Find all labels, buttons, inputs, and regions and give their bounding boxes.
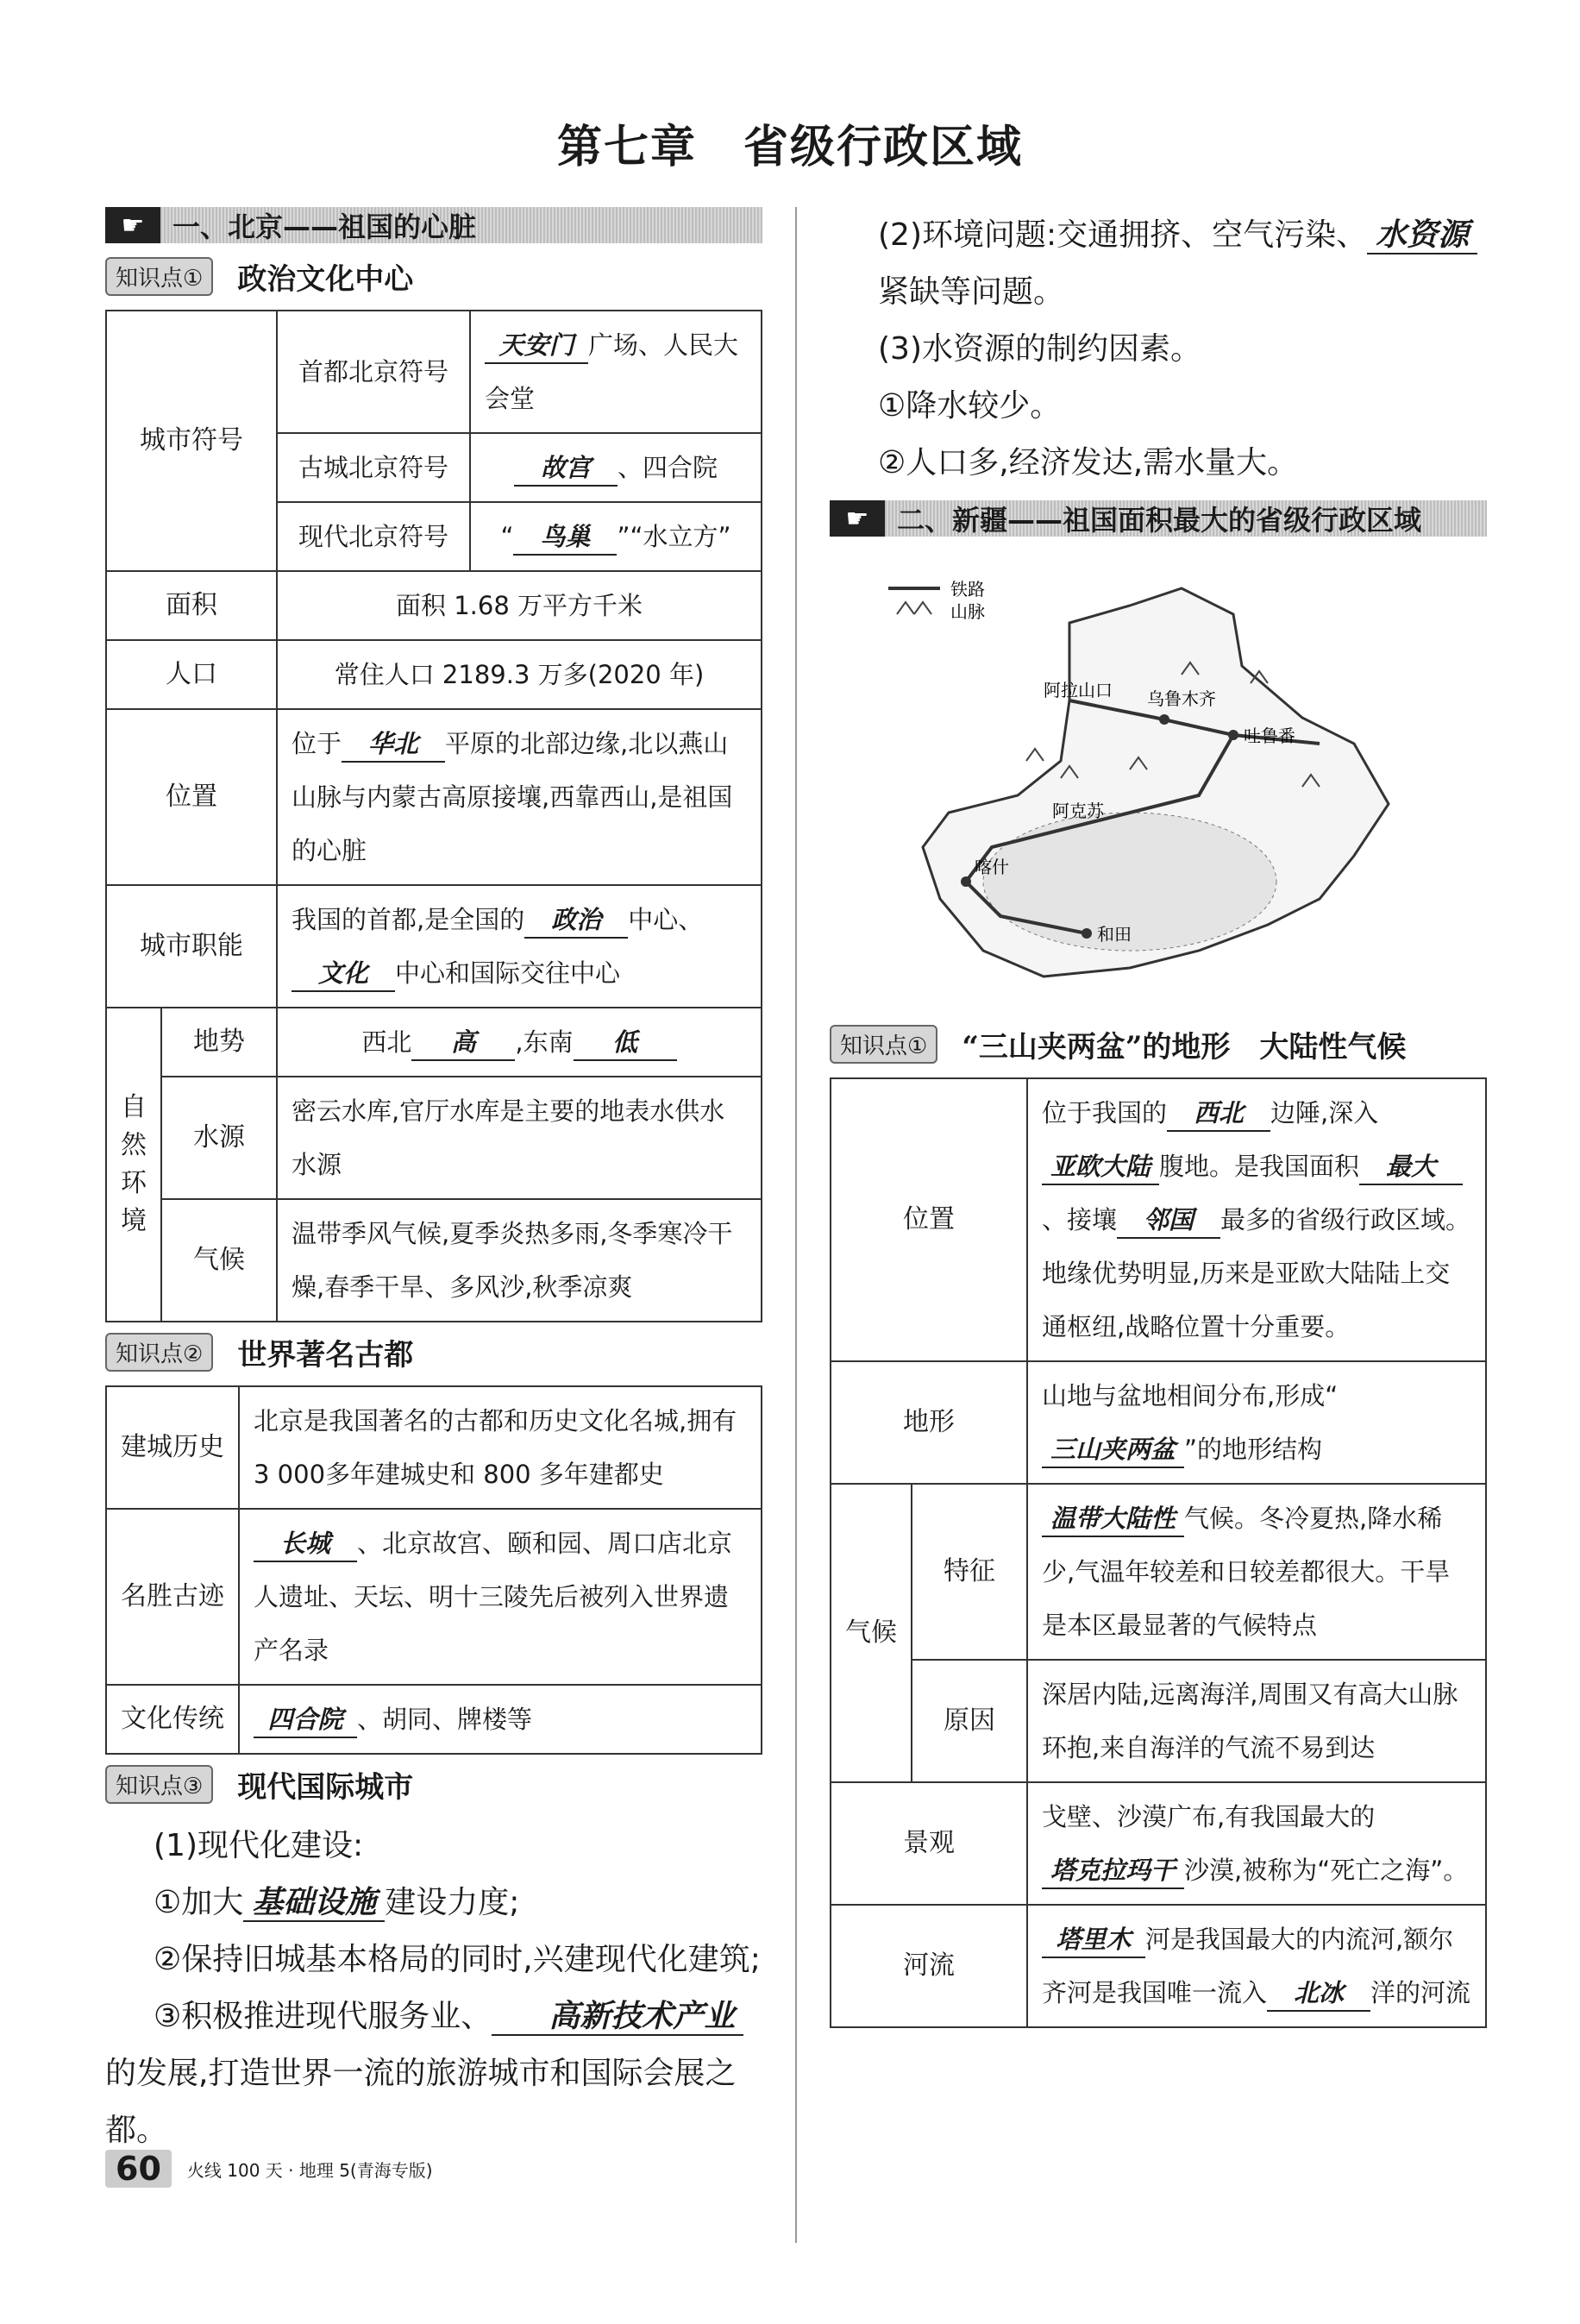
text: 山地与盆地相间分布,形成“ [1042,1381,1339,1410]
answer: 西北 [1167,1096,1270,1132]
answer: 故宫 [514,450,618,487]
row-header: 气候 [831,1484,912,1782]
cell [470,433,762,502]
pointing-hand-icon: ☛ [105,207,160,243]
answer: 高 [411,1025,515,1061]
section-header-xinjiang [830,500,1487,537]
cell [239,1509,762,1685]
answer: 长城 [254,1526,357,1562]
paragraph: ①降水较少。 [878,388,1062,424]
cell [277,885,762,1008]
legend-mountain-icon [897,602,931,614]
text: 西北 [361,1027,412,1057]
row-header: 气候 [161,1199,277,1322]
answer: 鸟巢 [513,519,617,556]
cell [470,311,762,433]
row-header: 地形 [831,1361,1027,1484]
text: 中心和国际交往中心 [395,958,621,988]
row-header: 原因 [912,1660,1027,1782]
kp-badge: 知识点① [105,257,213,296]
answer: 塔克拉玛干 [1042,1853,1184,1889]
text: 洋的河流 [1370,1978,1471,2007]
text: 建设力度; [385,1885,520,1920]
cell: 常住人口 2189.3 万多(2020 年) [277,640,762,709]
text: 气候。冬冷夏热,降水稀少,气温年较差和日较差都很大。干旱是本区最显著的气候特点 [1042,1504,1451,1640]
answer: 四合院 [254,1702,357,1738]
text: ,东南 [515,1027,574,1057]
answer: 邻国 [1117,1203,1220,1239]
section-header-beijing [105,207,762,243]
row-header: 水源 [161,1077,277,1199]
city-label: 和田 [1097,924,1132,945]
row-header: 河流 [831,1905,1027,2027]
row-header: 地势 [161,1008,277,1077]
page-number: 60 [105,2150,172,2188]
text: ①加大 [154,1885,244,1920]
kp-title: 世界著名古都 [237,1338,414,1372]
text: 我国的首都,是全国的 [292,905,525,934]
answer: 三山夹两盆 [1042,1432,1184,1468]
paragraph [830,207,1487,321]
cell [277,709,762,885]
row-header: 特征 [912,1484,1027,1660]
text: 的发展,打造世界一流的旅游城市和国际会展之都。 [105,2056,737,2148]
cell [1027,1484,1486,1660]
cell: 首都北京符号 [277,311,470,433]
row-header: 位置 [831,1078,1027,1361]
text: 紧缺等问题。 [878,274,1065,310]
cell [239,1685,762,1754]
knowledge-point-2 [105,1331,762,1373]
knowledge-point-1 [105,255,762,298]
answer: 亚欧大陆 [1042,1149,1159,1185]
paragraph: (1)现代化建设: [154,1828,364,1863]
row-header: 面积 [106,571,277,640]
xinjiang-map [871,571,1475,994]
cell: 北京是我国著名的古都和历史文化名城,拥有3 000多年建城史和 800 多年建都史 [239,1386,762,1509]
pointing-hand-icon: ☛ [830,500,885,537]
text: 广场、人民大会堂 [485,330,739,413]
kp-title: “三山夹两盆”的地形 大陆性气候 [962,1030,1407,1065]
answer: 最大 [1359,1149,1463,1185]
right-column [830,207,1487,2028]
answer: 天安门 [485,328,588,364]
row-header: 文化传统 [106,1685,239,1754]
city-label: 吐鲁番 [1244,725,1295,746]
footer-text: 火线 100 天 · 地理 5(青海专版) [186,2159,433,2181]
row-header: 城市职能 [106,885,277,1008]
paragraph: ②人口多,经济发达,需水量大。 [878,445,1299,481]
text: 、北京故宫、颐和园、周口店北京人遗址、天坛、明十三陵先后被列入世界遗产名录 [254,1529,733,1665]
answer: 华北 [342,726,445,763]
paragraph [105,1988,762,2159]
kp-badge: 知识点① [830,1025,937,1064]
kp-title: 现代国际城市 [237,1770,414,1805]
row-header: 景观 [831,1782,1027,1905]
answer: 低 [574,1025,677,1061]
answer: 政治 [524,902,628,939]
text: ”的地形结构 [1184,1435,1323,1464]
row-header: 建城历史 [106,1386,239,1509]
knowledge-point-3 [105,1763,762,1806]
paragraph [105,1875,762,1931]
text: 、接壤 [1042,1205,1118,1234]
paragraph: ②保持旧城基本格局的同时,兴建现代化建筑; [154,1942,761,1977]
section-title: 一、北京——祖国的心脏 [172,210,477,243]
city-label: 阿拉山口 [1044,680,1113,700]
section-title: 二、新疆——祖国面积最大的省级行政区域 [897,504,1422,537]
left-column [105,207,762,2159]
legend-mountain: 山脉 [950,601,985,622]
answer: 温带大陆性 [1042,1501,1184,1537]
city-dot [961,876,971,887]
text: 、四合院 [617,453,718,482]
city-dot [1159,714,1169,725]
kp-badge: 知识点② [105,1333,213,1372]
column-divider [795,207,797,2243]
cell [1027,1078,1486,1361]
cell [1027,1361,1486,1484]
text: 戈壁、沙漠广布,有我国最大的 [1042,1802,1376,1831]
text: 位于 [292,729,342,758]
cell: 面积 1.68 万平方千米 [277,571,762,640]
paragraph: (3)水资源的制约因素。 [878,331,1201,367]
cell: 深居内陆,远离海洋,周围又有高大山脉环抱,来自海洋的气流不易到达 [1027,1660,1486,1782]
city-dot [1228,730,1238,740]
answer: 北冰 [1267,1975,1370,2012]
city-label: 喀什 [975,857,1009,877]
city-label: 乌鲁木齐 [1147,688,1216,709]
cell [1027,1905,1486,2027]
answer: 基础设施 [243,1886,385,1922]
text: 、胡同、牌楼等 [357,1705,533,1734]
answer: 文化 [292,956,395,992]
beijing-table [105,310,762,1322]
answer: 水资源 [1367,218,1477,254]
text: 平原的北部边缘,北以燕山山脉与内蒙古高原接壤,西靠西山,是祖国的心脏 [292,729,733,865]
text: 位于我国的 [1042,1098,1168,1127]
text: 腹地。是我国面积 [1159,1152,1360,1181]
cell: 温带季风气候,夏季炎热多雨,冬季寒冷干燥,春季干旱、多风沙,秋季凉爽 [277,1199,762,1322]
cell [1027,1782,1486,1905]
text: 最多的省级行政区域。地缘优势明显,历来是亚欧大陆陆上交通枢纽,战略位置十分重要。 [1042,1205,1471,1341]
cell [470,502,762,571]
kp-title: 政治文化中心 [237,262,414,297]
capital-table [105,1385,762,1755]
row-header: 名胜古迹 [106,1509,239,1685]
row-header: 人口 [106,640,277,709]
page-title: 第七章 省级行政区域 [556,121,1023,173]
row-header: 城市符号 [106,311,277,571]
page-footer [105,2150,433,2188]
row-header: 自然环境 [106,1008,161,1322]
text: “ [500,522,514,551]
row-header: 位置 [106,709,277,885]
kp-badge: 知识点③ [105,1765,213,1804]
xinjiang-table [830,1077,1487,2028]
cell [277,1008,762,1077]
text: 沙漠,被称为“死亡之海”。 [1184,1856,1469,1885]
cell: 古城北京符号 [277,433,470,502]
cell: 密云水库,官厅水库是主要的地表水供水水源 [277,1077,762,1199]
city-label: 阿克苏 [1052,801,1104,821]
text: (2)环境问题:交通拥挤、空气污染、 [878,217,1368,253]
text: ”“水立方” [617,522,731,551]
answer: 塔里木 [1042,1922,1145,1958]
legend-rail: 铁路 [950,579,985,600]
text: 河是我国最大的内流河,额尔齐河是我国唯一流入 [1042,1925,1454,2007]
text: ③积极推进现代服务业、 [154,1999,492,2034]
cell: 现代北京符号 [277,502,470,571]
text: 边陲,深入 [1270,1098,1379,1127]
city-dot [1082,928,1092,939]
knowledge-point-xj [830,1023,1487,1065]
text: 中心、 [628,905,704,934]
answer: 高新技术产业 [492,2000,743,2036]
